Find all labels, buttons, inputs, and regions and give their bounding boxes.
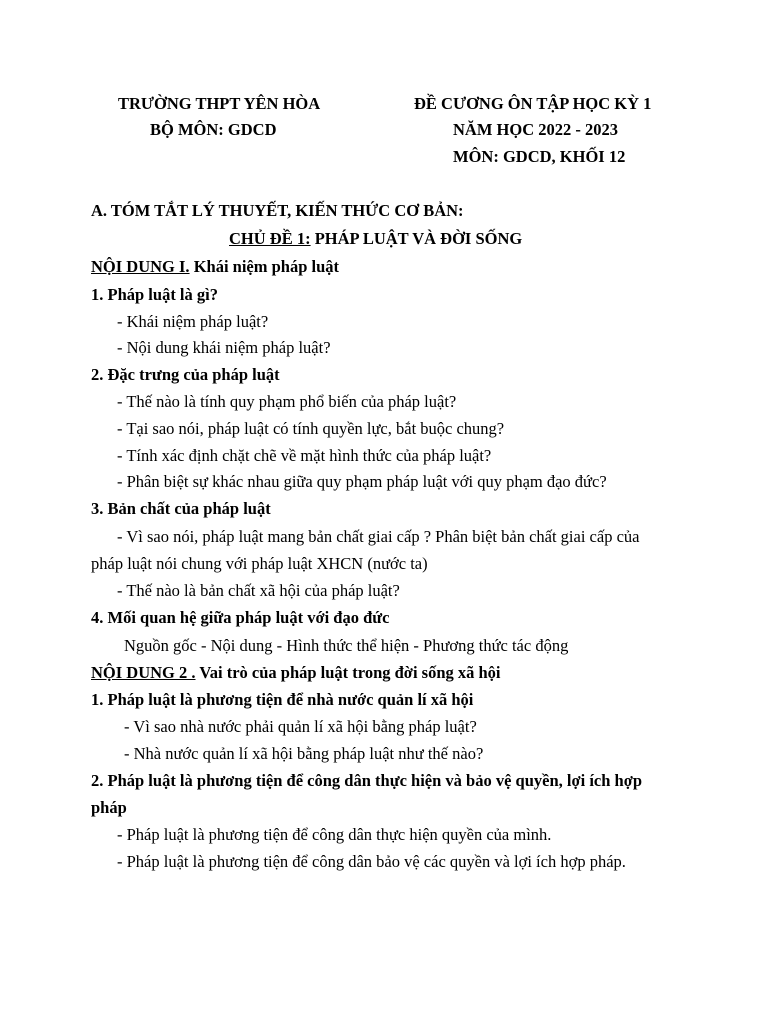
subject-grade: MÔN: GDCD, KHỐI 12 [453, 147, 626, 166]
content-2-heading [91, 663, 501, 683]
question-heading: 1. Pháp luật là phương tiện để nhà nước quản lí xã hội [91, 690, 474, 709]
list-item-continuation: pháp luật nói chung với pháp luật XHCN (nước ta) [91, 554, 428, 573]
document-title: ĐỀ CƯƠNG ÔN TẬP HỌC KỲ 1 [414, 94, 652, 113]
list-item: - Tính xác định chặt chẽ về mặt hình thức của pháp luật? [117, 446, 492, 465]
list-item: - Pháp luật là phương tiện để công dân thực hiện quyền của mình. [117, 825, 552, 844]
content-1-label: NỘI DUNG I. [91, 257, 190, 276]
content-2-title: Vai trò của pháp luật trong đời sống xã hội [195, 663, 501, 682]
question-heading: 2. Đặc trưng của pháp luật [91, 365, 280, 384]
content-1-heading [91, 257, 339, 277]
question-heading: 3. Bản chất của pháp luật [91, 499, 271, 518]
question-heading: 1. Pháp luật là gì? [91, 285, 218, 304]
school-name: TRƯỜNG THPT YÊN HÒA [118, 94, 321, 113]
list-item: - Thế nào là tính quy phạm phổ biến của pháp luật? [117, 392, 457, 411]
list-item: - Khái niệm pháp luật? [117, 312, 269, 331]
topic-name: PHÁP LUẬT VÀ ĐỜI SỐNG [310, 229, 523, 248]
list-item: - Pháp luật là phương tiện để công dân bảo vệ các quyền và lợi ích hợp pháp. [117, 852, 626, 871]
topic-heading [229, 229, 522, 249]
list-item: - Tại sao nói, pháp luật có tính quyền lực, bắt buộc chung? [117, 419, 505, 438]
relationship-text: Nguồn gốc - Nội dung - Hình thức thể hiện - Phương thức tác động [124, 636, 569, 655]
list-item: - Vì sao nói, pháp luật mang bản chất giai cấp ? Phân biệt bản chất giai cấp của [117, 527, 640, 546]
list-item: - Nhà nước quản lí xã hội bằng pháp luật như thế nào? [124, 744, 484, 763]
list-item: - Nội dung khái niệm pháp luật? [117, 338, 331, 357]
list-item: - Vì sao nhà nước phải quản lí xã hội bằng pháp luật? [124, 717, 477, 736]
list-item: - Thế nào là bản chất xã hội của pháp luật? [117, 581, 400, 600]
department-name: BỘ MÔN: GDCD [150, 120, 277, 139]
topic-label: CHỦ ĐỀ 1: [229, 229, 311, 248]
question-heading: 4. Mối quan hệ giữa pháp luật với đạo đức [91, 608, 390, 627]
content-1-title: Khái niệm pháp luật [189, 257, 340, 276]
section-a-title: A. TÓM TẮT LÝ THUYẾT, KIẾN THỨC CƠ BẢN: [91, 201, 464, 220]
question-heading: 2. Pháp luật là phương tiện để công dân thực hiện và bảo vệ quyền, lợi ích hợp [91, 771, 643, 790]
school-year: NĂM HỌC 2022 - 2023 [453, 120, 618, 139]
content-2-label: NỘI DUNG 2 . [91, 663, 196, 682]
question-heading-continuation: pháp [91, 798, 127, 817]
list-item: - Phân biệt sự khác nhau giữa quy phạm pháp luật với quy phạm đạo đức? [117, 472, 607, 491]
